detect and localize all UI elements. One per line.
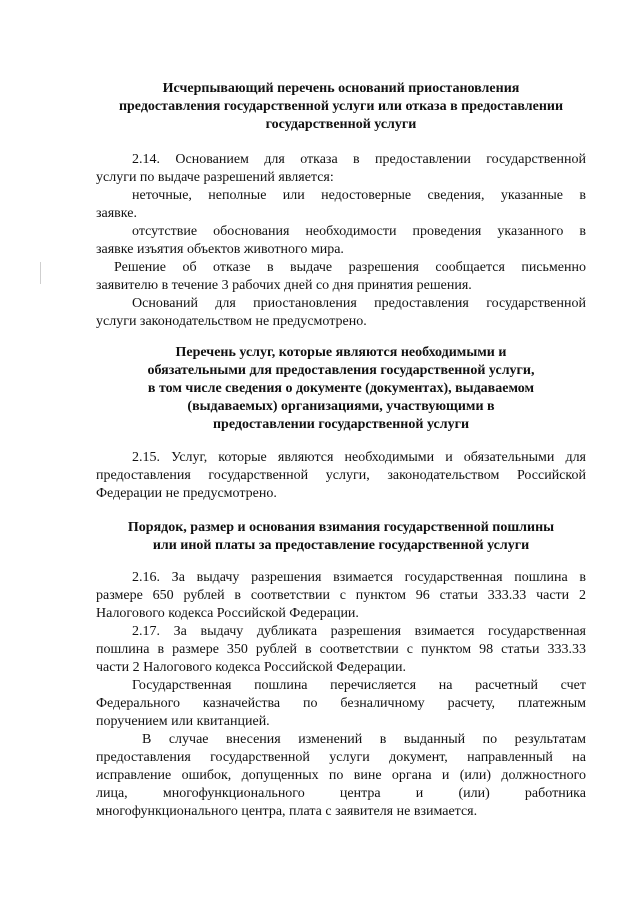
paragraph-line: услуги законодательством не предусмотрено. xyxy=(96,314,367,329)
paragraph-no-suspension xyxy=(96,295,586,331)
heading-line: Исчерпывающий перечень оснований приостановления xyxy=(162,81,520,96)
scan-margin-mark xyxy=(40,262,41,284)
heading-line: или иной платы за предоставление государственной услуги xyxy=(152,538,530,553)
paragraph-line: размере 650 рублей в соответствии с пунктом 96 статьи 333.33 части 2 xyxy=(96,588,586,603)
paragraph-line: Оснований для приостановления предоставления государственной xyxy=(132,296,586,311)
heading-line: государственной услуги xyxy=(265,117,417,132)
paragraph-line: Федерального казначейства по безналичному расчету, платежным xyxy=(96,696,586,711)
paragraph-line: предоставления государственной услуги, законодательством Российской xyxy=(96,468,586,483)
section-2-heading xyxy=(96,344,586,434)
paragraph-line: пошлина в размере 350 рублей в соответствии с пунктом 98 статьи 333.33 xyxy=(96,642,586,657)
paragraph-line: заявке. xyxy=(96,206,137,221)
paragraph-line: Государственная пошлина перечисляется на расчетный счет xyxy=(132,678,586,693)
paragraph-2-15 xyxy=(96,449,586,503)
paragraph-line: 2.16. За выдачу разрешения взимается государственная пошлина в xyxy=(132,570,586,585)
section-3-heading xyxy=(96,519,586,555)
heading-line: предоставления государственной услуги или отказа в предоставлении xyxy=(118,99,564,114)
paragraph-corrections xyxy=(96,731,586,821)
heading-line: в том числе сведения о документе (документах), выдаваемом xyxy=(147,381,535,396)
heading-line: (выдаваемых) организациями, участвующими в xyxy=(187,399,495,414)
paragraph-line: заявке изъятия объектов животного мира. xyxy=(96,242,344,257)
heading-line: Перечень услуг, которые являются необходимыми и xyxy=(175,345,507,360)
paragraph-line: 2.15. Услуг, которые являются необходимыми и обязательными для xyxy=(132,450,586,465)
paragraph-2-16 xyxy=(96,569,586,623)
paragraph-line: Налогового кодекса Российской Федерации. xyxy=(96,606,359,621)
paragraph-line: В случае внесения изменений в выданный по результатам xyxy=(142,732,586,747)
paragraph-line: многофункционального центра, плата с заявителя не взимается. xyxy=(96,804,478,819)
heading-line: обязательными для предоставления государственной услуги, xyxy=(147,363,535,378)
paragraph-line: неточные, неполные или недостоверные сведения, указанные в xyxy=(132,188,586,203)
paragraph-fee-transfer xyxy=(96,677,586,731)
paragraph-line: отсутствие обоснования необходимости проведения указанного в xyxy=(132,224,586,239)
paragraph-inaccurate-info xyxy=(96,187,586,223)
paragraph-line: исправление ошибок, допущенных по вине органа и (или) должностного xyxy=(96,768,586,783)
paragraph-line: Решение об отказе в выдаче разрешения сообщается письменно xyxy=(114,260,586,275)
paragraph-refusal-notice xyxy=(96,259,586,295)
paragraph-line: части 2 Налогового кодекса Российской Федерации. xyxy=(96,660,407,675)
paragraph-2-14 xyxy=(96,151,586,187)
paragraph-line: услуги по выдаче разрешений является: xyxy=(96,170,334,185)
paragraph-no-justification xyxy=(96,223,586,259)
paragraph-line: поручением или квитанцией. xyxy=(96,714,270,729)
heading-line: предоставлении государственной услуги xyxy=(212,417,470,432)
paragraph-2-17 xyxy=(96,623,586,677)
paragraph-line: заявителю в течение 3 рабочих дней со дня принятия решения. xyxy=(96,278,472,293)
heading-line: Порядок, размер и основания взимания государственной пошлины xyxy=(127,520,555,535)
paragraph-line: лица, многофункционального центра и (или) работника xyxy=(96,786,586,801)
paragraph-line: Федерации не предусмотрено. xyxy=(96,486,277,501)
paragraph-line: 2.17. За выдачу дубликата разрешения взимается государственная xyxy=(132,624,586,639)
section-1-heading xyxy=(96,80,586,134)
paragraph-line: 2.14. Основанием для отказа в предоставлении государственной xyxy=(132,152,586,167)
paragraph-line: предоставления государственной услуги документ, направленный на xyxy=(96,750,586,765)
